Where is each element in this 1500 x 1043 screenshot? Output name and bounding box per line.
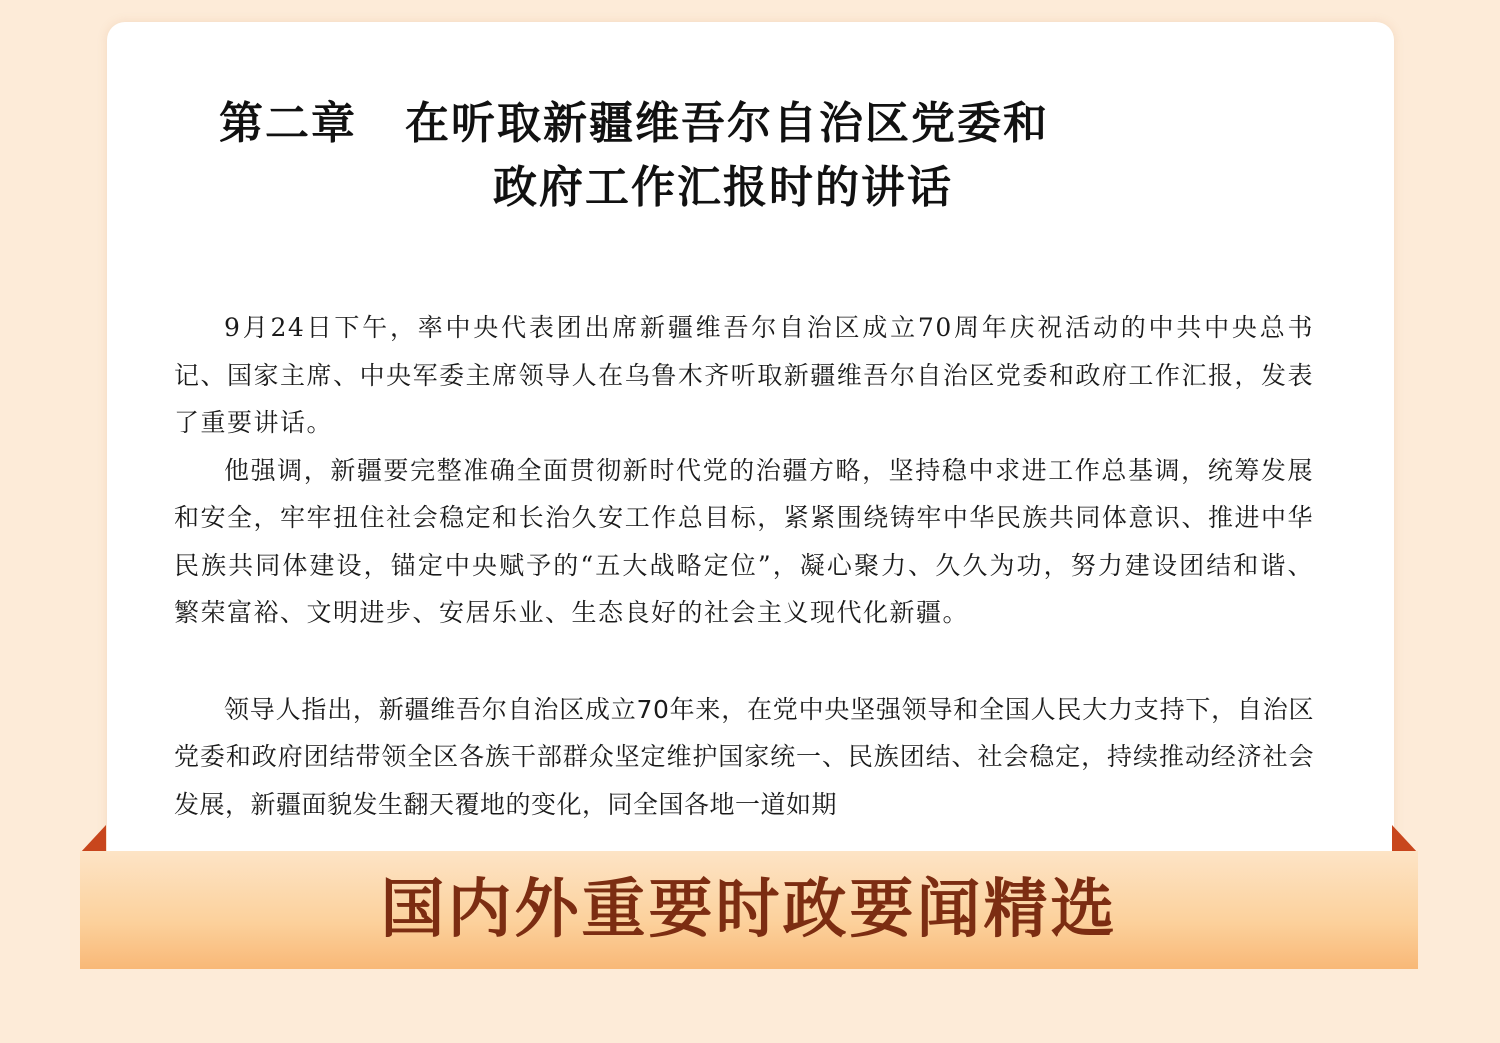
paragraph-1: 9月24日下午，率中央代表团出席新疆维吾尔自治区成立70周年庆祝活动的中共中央总书记、国家主席、中央军委主席领导人在乌鲁木齐听取新疆维吾尔自治区党委和政府工作汇报，发表了重要讲话。 (174, 313, 1314, 437)
paragraph-3: 领导人指出，新疆维吾尔自治区成立70年来，在党中央坚强领导和全国人民大力支持下，自治区党委和政府团结带领全区各族干部群众坚定维护国家统一、民族团结、社会稳定，持续推动经济社会发展，新疆面貌发生翻天覆地的变化，同全国各地一道如期 (174, 694, 1314, 819)
document-card (107, 22, 1394, 922)
chapter-title-text: 在听取新疆维吾尔自治区党委和 (405, 98, 1049, 149)
document-body (174, 304, 1314, 828)
headline-banner (80, 851, 1418, 969)
chapter-title-line1 (107, 92, 1394, 156)
chapter-title-line2: 政府工作汇报时的讲话 (493, 162, 953, 213)
ribbon-fold-left (80, 825, 106, 853)
banner-title: 国内外重要时政要闻精选 (380, 873, 1118, 947)
chapter-title (107, 92, 1394, 220)
chapter-number: 第二章 (219, 98, 357, 149)
ribbon-fold-right (1392, 825, 1418, 853)
paragraph-2: 他强调，新疆要完整准确全面贯彻新时代党的治疆方略，坚持稳中求进工作总基调，统筹发展和安全，牢牢扭住社会稳定和长治久安工作总目标，紧紧围绕铸牢中华民族共同体意识、推进中华民族共同体建设，锚定中央赋予的“五大战略定位”，凝心聚力、久久为功，努力建设团结和谐、繁荣富裕、文明进步、安居乐业、生态良好的社会主义现代化新疆。 (174, 455, 1314, 627)
